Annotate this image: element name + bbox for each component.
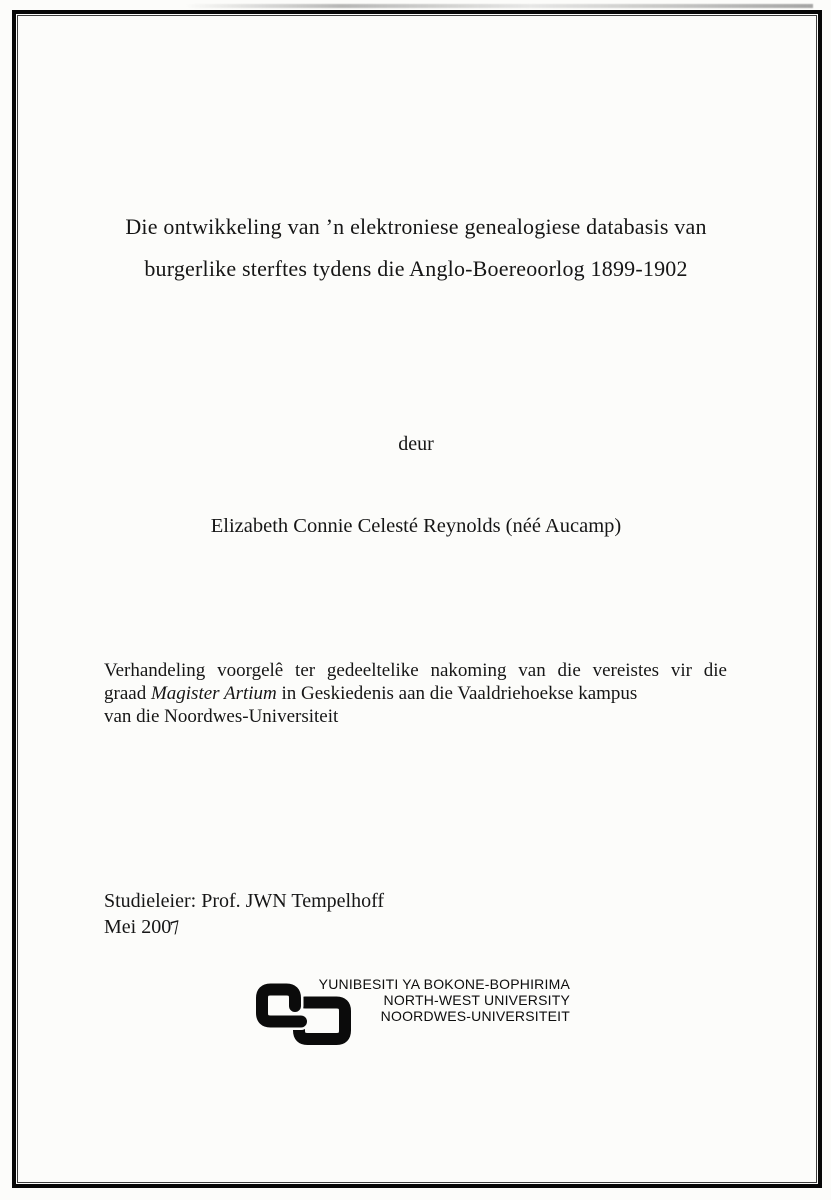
university-wordmark (319, 976, 570, 1025)
supervisor-block (104, 888, 384, 940)
date-last-digit: 7 (168, 916, 184, 940)
statement-line-3: van die Noordwes-Universiteit (104, 706, 339, 727)
degree-statement (104, 659, 727, 728)
degree-name-italic: Magister Artium (150, 683, 277, 704)
title-line-1: Die ontwikkeling van ’n elektroniese genealogiese databasis van (125, 214, 707, 239)
thesis-title (104, 206, 728, 290)
statement-line-2-post: in Geskiedenis aan die Vaaldriehoekse kampus (276, 683, 638, 704)
date-prefix: Mei 200 (104, 916, 172, 938)
statement-line-2-pre: graad (104, 683, 151, 704)
statement-line-2 (104, 682, 727, 705)
wordmark-line-afrikaans: NOORDWES-UNIVERSITEIT (380, 1008, 570, 1025)
scan-artifact (185, 4, 813, 8)
title-line-2: burgerlike sterftes tydens die Anglo-Boereoorlog 1899-1902 (144, 256, 688, 281)
wordmark-line-english: NORTH-WEST UNIVERSITY (383, 992, 570, 1009)
author-name: Elizabeth Connie Celesté Reynolds (néé Aucamp) (210, 515, 622, 537)
date-line (104, 914, 384, 940)
byline-label: deur (398, 433, 434, 455)
supervisor-line: Studieleier: Prof. JWN Tempelhoff (104, 890, 385, 912)
wordmark-line-setswana: YUNIBESITI YA BOKONE-BOPHIRIMA (318, 976, 570, 992)
statement-line-1: Verhandeling voorgelê ter gedeeltelike nakoming van die vereistes vir die (104, 660, 727, 681)
